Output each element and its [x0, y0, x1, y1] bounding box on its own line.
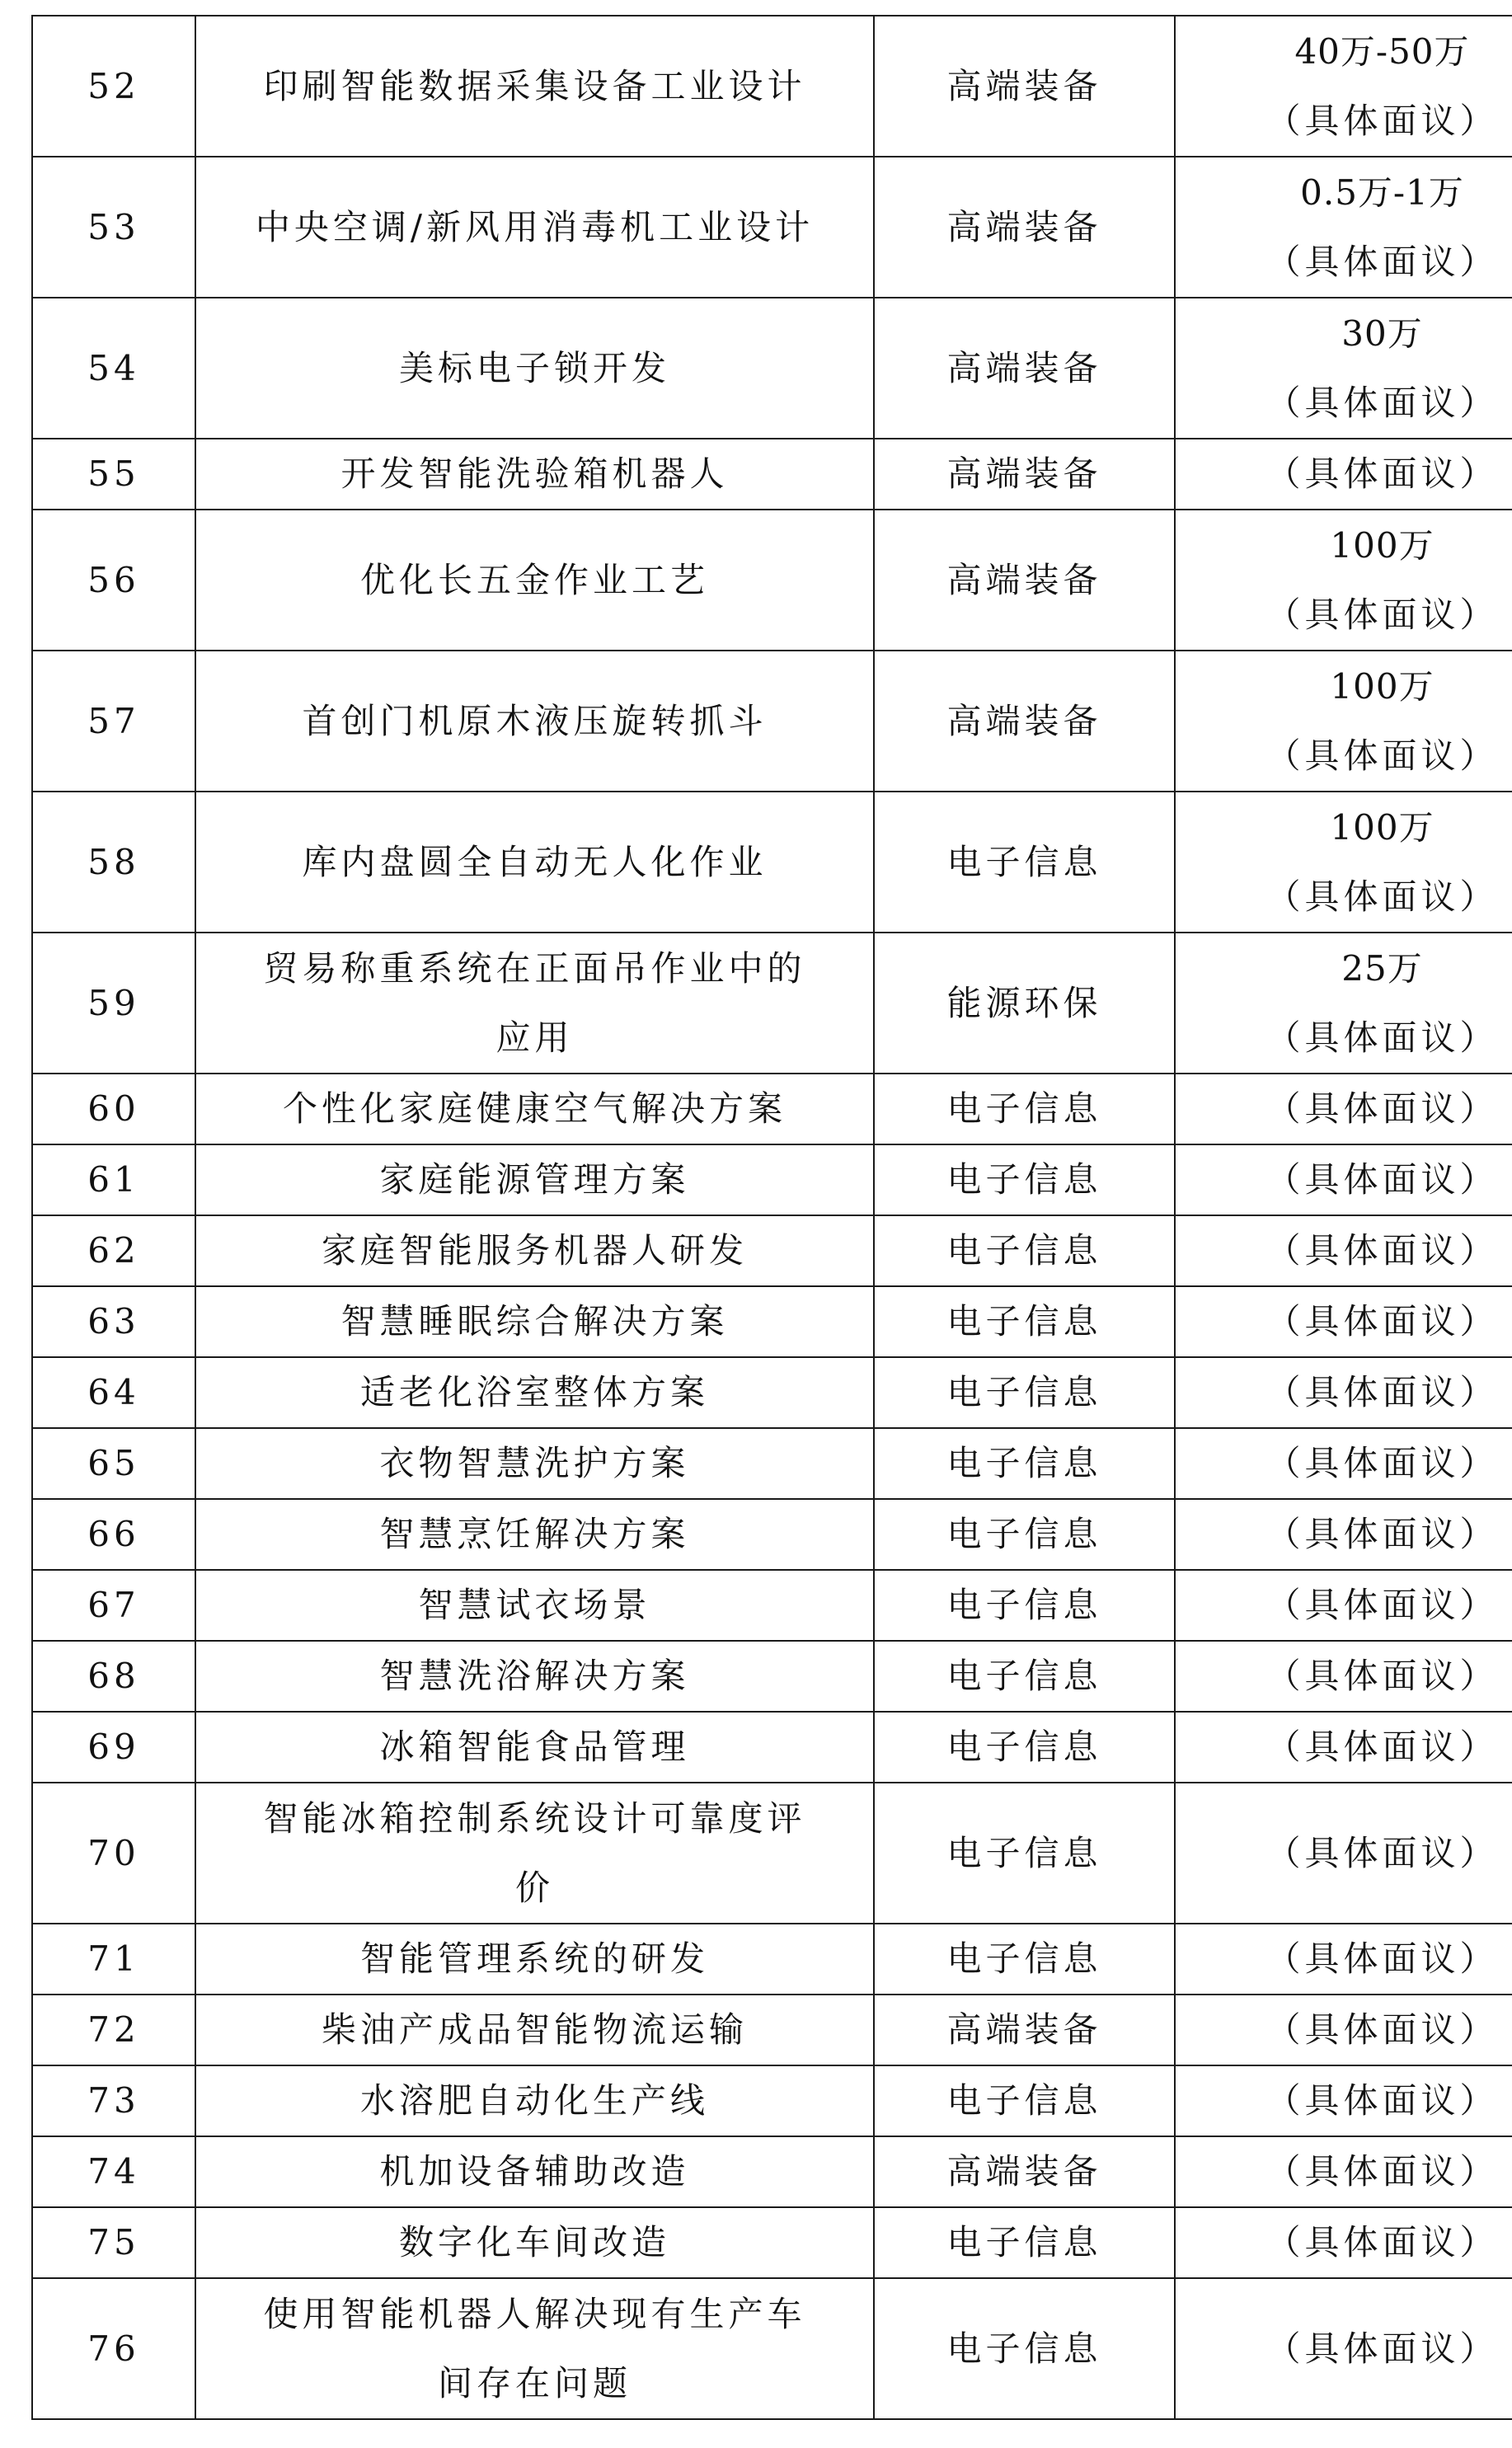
row-number-cell: 58 [32, 792, 195, 933]
budget-cell [1175, 792, 1512, 933]
project-name-line: 库内盘圆全自动无人化作业 [302, 841, 768, 882]
budget-note: （具体面议） [1265, 1938, 1499, 1979]
budget-note: （具体面议） [1265, 1159, 1499, 1200]
field-cell: 电子信息 [874, 792, 1175, 933]
budget-note: （具体面议） [1265, 241, 1499, 282]
table-row [32, 1995, 1512, 2065]
table-row [32, 792, 1512, 933]
table-row [32, 1215, 1512, 1286]
table-row [32, 651, 1512, 792]
row-number-cell: 73 [32, 2065, 195, 2136]
budget-cell [1175, 1357, 1512, 1428]
project-name-line: 家庭能源管理方案 [379, 1159, 690, 1200]
budget-cell [1175, 1783, 1512, 1924]
budget-note: （具体面议） [1265, 1656, 1499, 1696]
budget-cell [1175, 933, 1512, 1074]
project-name-line: 水溶肥自动化生产线 [359, 2080, 709, 2121]
table-row [32, 1428, 1512, 1499]
project-name-cell [195, 1924, 874, 1995]
project-name-cell [195, 1428, 874, 1499]
project-name-line: 价 [514, 1867, 554, 1908]
project-name-line: 首创门机原木液压旋转抓斗 [302, 700, 768, 741]
field-cell: 电子信息 [874, 1499, 1175, 1570]
budget-cell [1175, 2278, 1512, 2419]
project-name-line: 机加设备辅助改造 [379, 2151, 690, 2192]
row-number-cell: 72 [32, 1995, 195, 2065]
table-row [32, 1712, 1512, 1783]
project-name-cell [195, 1357, 874, 1428]
project-name-cell [195, 1641, 874, 1712]
project-name-cell [195, 1144, 874, 1215]
budget-note: （具体面议） [1265, 1372, 1499, 1412]
field-cell: 电子信息 [874, 1783, 1175, 1924]
table-row [32, 1499, 1512, 1570]
budget-note: （具体面议） [1265, 2009, 1499, 2050]
row-number-cell: 76 [32, 2278, 195, 2419]
budget-cell [1175, 1995, 1512, 2065]
project-name-line: 贸易称重系统在正面吊作业中的 [263, 947, 806, 989]
table-row [32, 510, 1512, 651]
budget-cell [1175, 2065, 1512, 2136]
budget-cell [1175, 1215, 1512, 1286]
row-number-cell: 55 [32, 439, 195, 510]
budget-note: （具体面议） [1265, 2328, 1499, 2369]
budget-cell [1175, 298, 1512, 439]
field-cell: 高端装备 [874, 510, 1175, 651]
budget-amount: 100万 [1330, 665, 1435, 707]
row-number-cell: 74 [32, 2136, 195, 2207]
project-name-line: 智能冰箱控制系统设计可靠度评 [263, 1797, 806, 1839]
budget-note: （具体面议） [1265, 1585, 1499, 1625]
budget-note: （具体面议） [1265, 1832, 1499, 1873]
budget-cell [1175, 1286, 1512, 1357]
project-name-line: 个性化家庭健康空气解决方案 [282, 1088, 787, 1129]
budget-note: （具体面议） [1265, 2151, 1499, 2192]
budget-cell [1175, 16, 1512, 157]
field-cell: 电子信息 [874, 2278, 1175, 2419]
table-row [32, 1641, 1512, 1712]
row-number-cell: 61 [32, 1144, 195, 1215]
project-name-line: 家庭智能服务机器人研发 [321, 1230, 748, 1271]
budget-cell [1175, 651, 1512, 792]
project-name-line: 印刷智能数据采集设备工业设计 [263, 65, 806, 106]
project-name-cell [195, 1712, 874, 1783]
row-number-cell: 71 [32, 1924, 195, 1995]
project-name-cell [195, 1995, 874, 2065]
project-name-line: 冰箱智能食品管理 [379, 1727, 690, 1767]
budget-cell [1175, 1641, 1512, 1712]
budget-cell [1175, 1570, 1512, 1641]
table-row [32, 2207, 1512, 2278]
field-cell: 高端装备 [874, 298, 1175, 439]
row-number-cell: 60 [32, 1074, 195, 1144]
project-name-cell [195, 2136, 874, 2207]
budget-cell [1175, 2207, 1512, 2278]
project-name-cell [195, 16, 874, 157]
project-name-cell [195, 1783, 874, 1924]
project-name-cell [195, 510, 874, 651]
table-row [32, 2278, 1512, 2419]
project-table-body [32, 16, 1512, 2419]
budget-amount: 25万 [1341, 947, 1423, 989]
row-number-cell: 64 [32, 1357, 195, 1428]
project-name-line: 数字化车间改造 [398, 2222, 670, 2262]
budget-cell [1175, 1144, 1512, 1215]
budget-amount: 100万 [1330, 524, 1435, 566]
row-number-cell: 66 [32, 1499, 195, 1570]
row-number-cell: 65 [32, 1428, 195, 1499]
budget-amount: 0.5万-1万 [1300, 172, 1464, 213]
budget-cell [1175, 2136, 1512, 2207]
project-name-line: 使用智能机器人解决现有生产车 [263, 2293, 806, 2334]
field-cell: 高端装备 [874, 157, 1175, 298]
budget-note: （具体面议） [1265, 594, 1499, 635]
project-name-line: 智慧洗浴解决方案 [379, 1656, 690, 1696]
project-name-cell [195, 933, 874, 1074]
project-name-line: 智慧烹饪解决方案 [379, 1514, 690, 1554]
budget-amount: 100万 [1330, 806, 1435, 848]
budget-cell [1175, 157, 1512, 298]
row-number-cell: 67 [32, 1570, 195, 1641]
project-name-line: 开发智能洗验箱机器人 [340, 453, 729, 494]
project-name-cell [195, 439, 874, 510]
row-number-cell: 57 [32, 651, 195, 792]
budget-note: （具体面议） [1265, 1514, 1499, 1554]
field-cell: 电子信息 [874, 1924, 1175, 1995]
project-name-cell [195, 651, 874, 792]
budget-cell [1175, 510, 1512, 651]
row-number-cell: 68 [32, 1641, 195, 1712]
table-row [32, 1570, 1512, 1641]
budget-note: （具体面议） [1265, 1443, 1499, 1483]
row-number-cell: 53 [32, 157, 195, 298]
project-name-line: 优化长五金作业工艺 [359, 559, 709, 600]
project-name-line: 智慧试衣场景 [418, 1585, 651, 1625]
budget-note: （具体面议） [1265, 382, 1499, 423]
table-row [32, 157, 1512, 298]
project-table [31, 15, 1512, 2420]
budget-note: （具体面议） [1265, 2080, 1499, 2121]
project-name-cell [195, 1215, 874, 1286]
table-row [32, 1783, 1512, 1924]
row-number-cell: 52 [32, 16, 195, 157]
budget-amount: 40万-50万 [1294, 31, 1470, 72]
budget-amount: 30万 [1341, 312, 1423, 354]
row-number-cell: 70 [32, 1783, 195, 1924]
field-cell: 电子信息 [874, 1215, 1175, 1286]
field-cell: 电子信息 [874, 1712, 1175, 1783]
table-row [32, 933, 1512, 1074]
project-name-cell [195, 1074, 874, 1144]
row-number-cell: 63 [32, 1286, 195, 1357]
table-row [32, 1074, 1512, 1144]
field-cell: 电子信息 [874, 1286, 1175, 1357]
field-cell: 电子信息 [874, 1144, 1175, 1215]
project-name-cell [195, 1499, 874, 1570]
table-row [32, 1357, 1512, 1428]
field-cell: 电子信息 [874, 2065, 1175, 2136]
table-row [32, 1924, 1512, 1995]
budget-note: （具体面议） [1265, 876, 1499, 917]
table-row [32, 2136, 1512, 2207]
budget-note: （具体面议） [1265, 1727, 1499, 1767]
table-row [32, 2065, 1512, 2136]
project-name-line: 适老化浴室整体方案 [359, 1372, 709, 1412]
budget-cell [1175, 439, 1512, 510]
budget-cell [1175, 1924, 1512, 1995]
field-cell: 能源环保 [874, 933, 1175, 1074]
project-name-line: 智能管理系统的研发 [359, 1938, 709, 1979]
project-name-cell [195, 2278, 874, 2419]
field-cell: 电子信息 [874, 1570, 1175, 1641]
field-cell: 电子信息 [874, 1074, 1175, 1144]
field-cell: 电子信息 [874, 1357, 1175, 1428]
budget-note: （具体面议） [1265, 453, 1499, 494]
row-number-cell: 54 [32, 298, 195, 439]
project-name-line: 衣物智慧洗护方案 [379, 1443, 690, 1483]
row-number-cell: 56 [32, 510, 195, 651]
project-name-cell [195, 2207, 874, 2278]
field-cell: 高端装备 [874, 651, 1175, 792]
budget-note: （具体面议） [1265, 100, 1499, 141]
project-name-line: 美标电子锁开发 [398, 347, 670, 388]
row-number-cell: 69 [32, 1712, 195, 1783]
project-name-line: 智慧睡眠综合解决方案 [340, 1301, 729, 1341]
table-row [32, 298, 1512, 439]
budget-note: （具体面议） [1265, 1230, 1499, 1271]
row-number-cell: 75 [32, 2207, 195, 2278]
project-name-cell [195, 1570, 874, 1641]
budget-note: （具体面议） [1265, 1088, 1499, 1129]
budget-cell [1175, 1712, 1512, 1783]
field-cell: 高端装备 [874, 1995, 1175, 2065]
project-name-cell [195, 792, 874, 933]
field-cell: 电子信息 [874, 1428, 1175, 1499]
project-name-line: 间存在问题 [437, 2362, 632, 2403]
table-row [32, 1144, 1512, 1215]
field-cell: 高端装备 [874, 16, 1175, 157]
row-number-cell: 59 [32, 933, 195, 1074]
table-row [32, 16, 1512, 157]
budget-cell [1175, 1428, 1512, 1499]
budget-note: （具体面议） [1265, 2222, 1499, 2262]
project-name-line: 柴油产成品智能物流运输 [321, 2009, 748, 2050]
budget-note: （具体面议） [1265, 1301, 1499, 1341]
project-name-cell [195, 1286, 874, 1357]
project-name-cell [195, 2065, 874, 2136]
field-cell: 电子信息 [874, 2207, 1175, 2278]
project-name-cell [195, 298, 874, 439]
row-number-cell: 62 [32, 1215, 195, 1286]
table-row [32, 439, 1512, 510]
project-name-line: 应用 [495, 1017, 574, 1058]
project-name-cell [195, 157, 874, 298]
budget-cell [1175, 1499, 1512, 1570]
budget-note: （具体面议） [1265, 1017, 1499, 1058]
budget-note: （具体面议） [1265, 735, 1499, 776]
field-cell: 高端装备 [874, 2136, 1175, 2207]
project-name-line: 中央空调/新风用消毒机工业设计 [255, 206, 815, 247]
budget-cell [1175, 1074, 1512, 1144]
field-cell: 电子信息 [874, 1641, 1175, 1712]
field-cell: 高端装备 [874, 439, 1175, 510]
table-row [32, 1286, 1512, 1357]
